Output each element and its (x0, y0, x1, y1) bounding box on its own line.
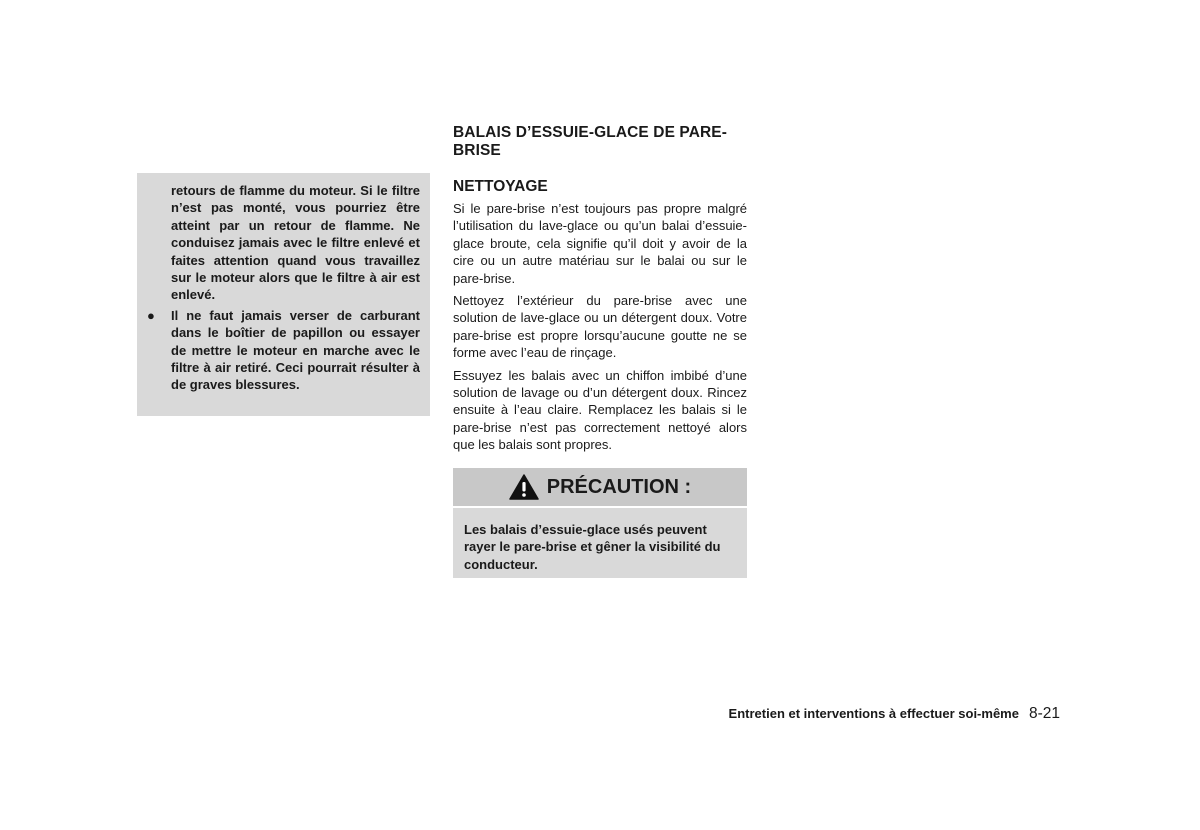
right-column (453, 124, 747, 578)
caution-header (453, 468, 747, 508)
warning-bullet-item (147, 307, 420, 394)
warning-continued-paragraph: retours de flamme du moteur. Si le filtre n’est pas monté, vous pourriez être atteint par un retour de flamme. Ne conduisez jamais avec le filtre enlevé et faites attention quand vous travaillez sur le moteur alors que le filtre à air est enlevé. (171, 183, 420, 303)
caution-label: PRÉCAUTION : (546, 475, 692, 498)
warning-triangle-icon (509, 474, 539, 500)
page-footer (660, 705, 1060, 723)
section-title: BALAIS D’ESSUIE-GLACE DE PARE-BRISE (453, 124, 727, 159)
paragraph-2: Nettoyez l’extérieur du pare-brise avec une solution de lave-glace ou un détergent doux. Votre pare-brise est propre lorsqu’aucune goutte ne se forme avec l’eau de rinçage. (453, 293, 747, 361)
caution-text: Les balais d’essuie-glace usés peuvent rayer le pare-brise et gêner la visibilité du conducteur. (464, 521, 721, 572)
chapter-title: Entretien et interventions à effectuer soi-même (728, 706, 1019, 721)
paragraph-1: Si le pare-brise n’est toujours pas propre malgré l’utilisation du lave-glace ou qu’un balai d’essuie-glace broute, cela signifie qu’il doit y avoir de la cire ou un autre matériau sur le balai ou sur le pare-brise. (453, 201, 747, 286)
bullet-dot: ● (147, 307, 155, 323)
subsection-title: NETTOYAGE (453, 178, 548, 195)
warning-bullet-text: Il ne faut jamais verser de carburant dans le boîtier de papillon ou essayer de mettre le moteur en marche avec le filtre à air retiré. Ceci pourrait résulter à de graves blessures. (171, 307, 420, 393)
caution-box (453, 468, 747, 578)
paragraph-3: Essuyez les balais avec un chiffon imbibé d’une solution de lavage ou d’un détergent doux. Rincez ensuite à l’eau claire. Remplacez les balais si le pare-brise n’est pas correctement nettoyé alors que les balais sont propres. (453, 367, 747, 453)
warning-continuation-box (137, 173, 430, 416)
page-number: 8-21 (1028, 705, 1060, 722)
